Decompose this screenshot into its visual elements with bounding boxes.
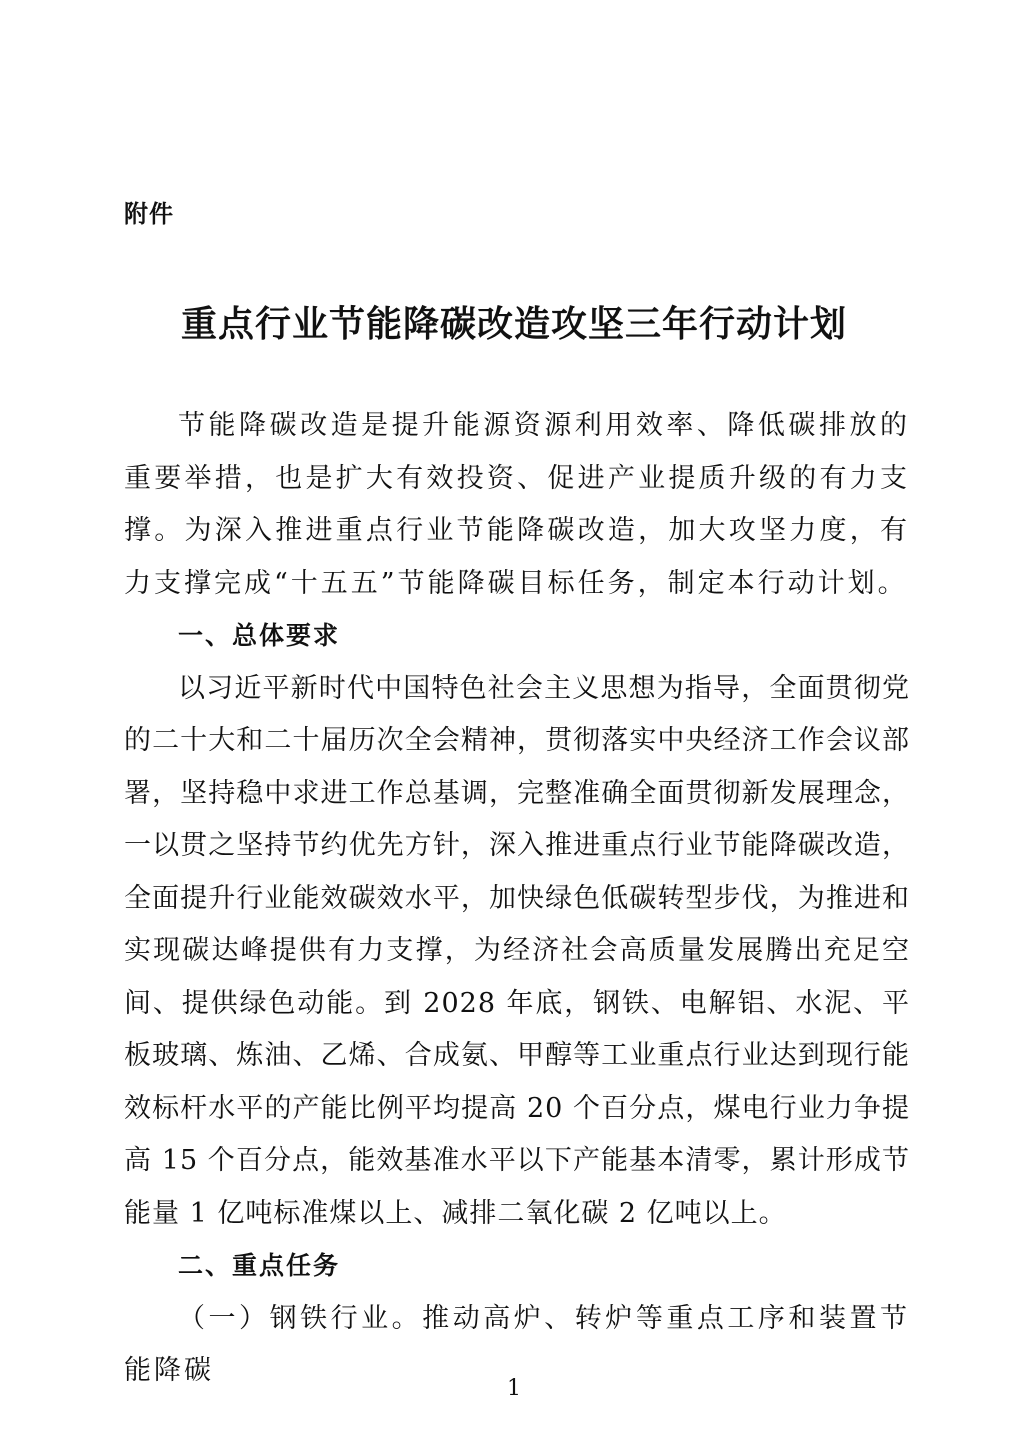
general-requirements-paragraph: 以习近平新时代中国特色社会主义思想为指导，全面贯彻党的二十大和二十届历次全会精神，贯彻落实中央经济工作会议部署，坚持稳中求进工作总基调，完整准确全面贯彻新发展理念，一以贯之坚持节约优先方针，深入推进重点行业节能降碳改造，全面提升行业能效碳效水平，加快绿色低碳转型步伐，为推进和实现碳达峰提供有力支撑，为经济社会高质量发展腾出充足空间、提供绿色动能。到 2028 年底，钢铁、电解铝、水泥、平板玻璃、炼油、乙烯、合成氨、甲醇等工业重点行业达到现行能效标杆水平的产能比例平均提高 20 个百分点，煤电行业力争提高 15 个百分点，能效基准水平以下产能基本清零，累计形成节能量 1 亿吨标准煤以上、减排二氧化碳 2 亿吨以上。: [124, 672, 910, 1229]
page-number: 1: [507, 1376, 521, 1401]
document-body: [124, 400, 910, 1398]
key-task-steel-industry: （一）钢铁行业。推动高炉、转炉等重点工序和装置节能降碳: [124, 1302, 910, 1386]
section-heading-key-tasks: 二、重点任务: [178, 1251, 341, 1280]
document-title: 重点行业节能降碳改造攻坚三年行动计划: [180, 303, 847, 345]
intro-paragraph: 节能降碳改造是提升能源资源利用效率、降低碳排放的重要举措，也是扩大有效投资、促进产业提质升级的有力支撑。为深入推进重点行业节能降碳改造，加大攻坚力度，有力支撑完成“十五五”节能降碳目标任务，制定本行动计划。: [124, 410, 910, 599]
attachment-label: 附件: [124, 200, 174, 228]
section-heading-general-requirements: 一、总体要求: [178, 621, 341, 650]
